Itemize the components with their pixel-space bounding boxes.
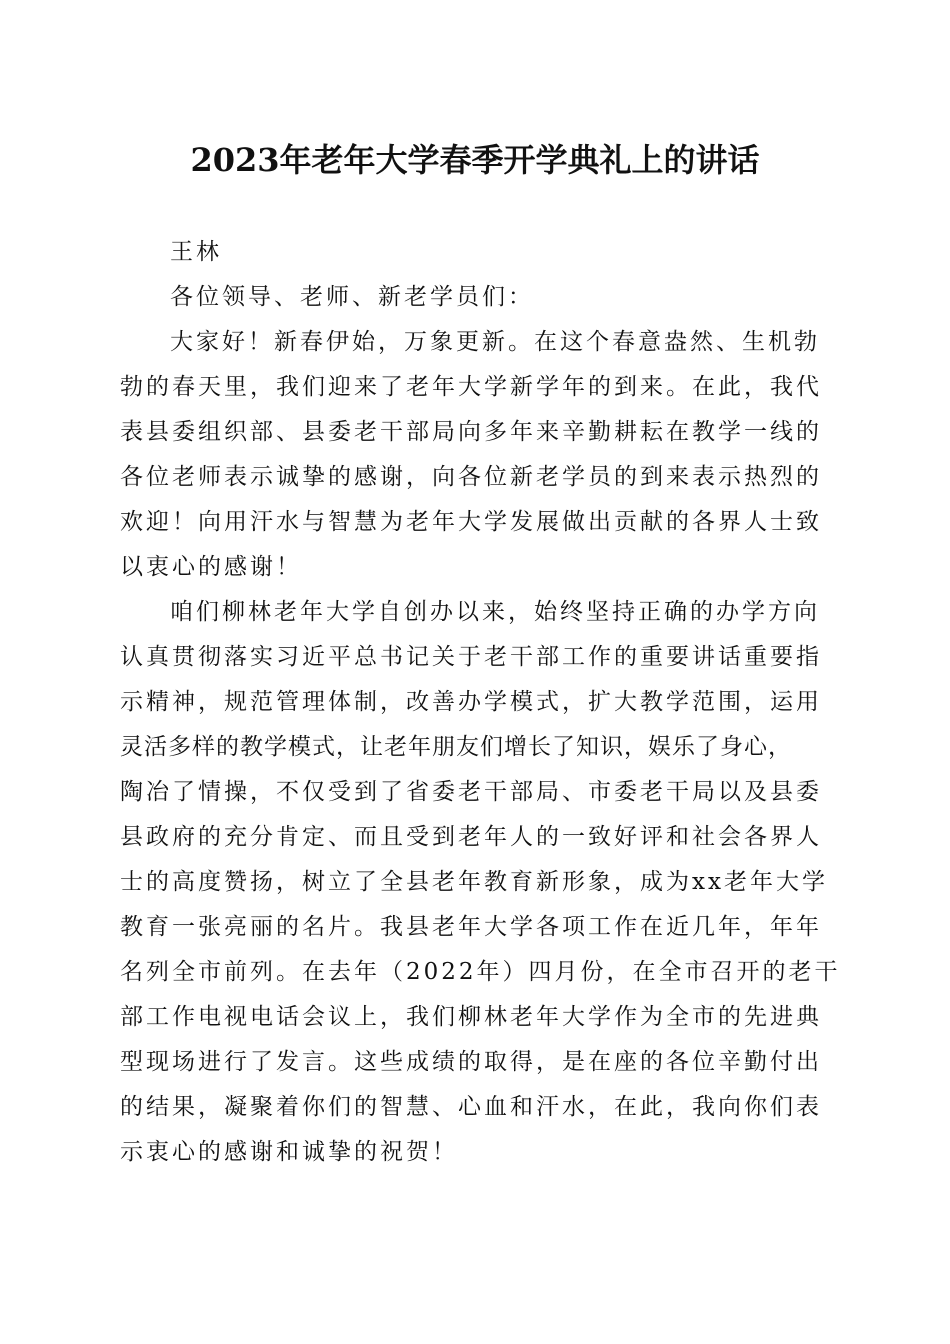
paragraph-line: 名列全市前列。在去年（2022年）四月份，在全市召开的老干 [120, 959, 841, 985]
paragraph-line: 示衷心的感谢和诚挚的祝贺！ [120, 1139, 458, 1165]
paragraph-line: 表县委组织部、县委老干部局向多年来辛勤耕耘在教学一线的 [120, 419, 822, 445]
paragraph-line: 县政府的充分肯定、而且受到老年人的一致好评和社会各界人 [120, 824, 822, 850]
paragraph-line: 灵活多样的教学模式，让老年朋友们增长了知识，娱乐了身心， [120, 734, 792, 760]
paragraph-line: 部工作电视电话会议上，我们柳林老年大学作为全市的先进典 [120, 1004, 822, 1030]
document-body [120, 235, 841, 1180]
paragraph-line: 认真贯彻落实习近平总书记关于老干部工作的重要讲话重要指 [120, 644, 822, 670]
paragraph-line: 教育一张亮丽的名片。我县老年大学各项工作在近几年，年年 [120, 914, 822, 940]
paragraph-line: 欢迎！向用汗水与智慧为老年大学发展做出贡献的各界人士致 [120, 509, 822, 535]
paragraph-line: 陶冶了情操，不仅受到了省委老干部局、市委老干局以及县委 [120, 779, 822, 805]
paragraph-line: 咱们柳林老年大学自创办以来，始终坚持正确的办学方向 [170, 599, 820, 625]
paragraph-1 [120, 325, 832, 585]
paragraph-line: 士的高度赞扬，树立了全县老年教育新形象，成为xx老年大学 [120, 869, 828, 895]
paragraph-line: 大家好！新春伊始，万象更新。在这个春意盎然、生机勃 [170, 329, 820, 355]
paragraph-line: 各位老师表示诚挚的感谢，向各位新老学员的到来表示热烈的 [120, 464, 822, 490]
paragraph-line: 勃的春天里，我们迎来了老年大学新学年的到来。在此，我代 [120, 374, 822, 400]
paragraph-2 [120, 595, 841, 1170]
paragraph-line: 型现场进行了发言。这些成绩的取得，是在座的各位辛勤付出 [120, 1049, 822, 1075]
paragraph-line: 示精神，规范管理体制，改善办学模式，扩大教学范围，运用 [120, 689, 822, 715]
document-title: 2023年老年大学春季开学典礼上的讲话 [190, 141, 760, 179]
salutation: 各位领导、老师、新老学员们： [170, 284, 534, 310]
author-name: 王林 [170, 239, 222, 265]
paragraph-line: 以衷心的感谢！ [120, 554, 302, 580]
paragraph-line: 的结果，凝聚着你们的智慧、心血和汗水，在此，我向你们表 [120, 1094, 822, 1120]
